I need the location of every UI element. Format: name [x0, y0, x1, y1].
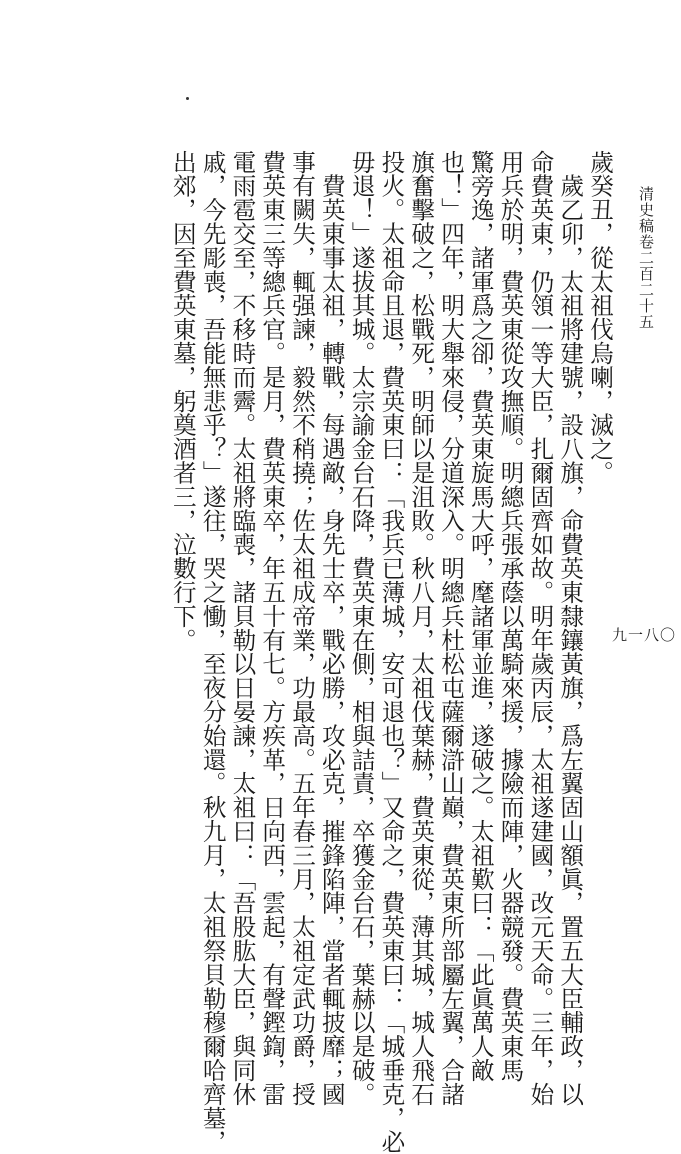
text-column: 也！」四年，明大舉來侵，分道深入。明總兵杜松屯薩爾滸山巔，費英東所部屬左翼，合諸 [437, 150, 466, 1106]
text-column: 驚旁逸，諸軍爲之卻，費英東旋馬大呼，麾諸軍並進，遂破之。太祖歎曰：「此眞萬人敵 [466, 150, 495, 1083]
text-column: 戚，今先彫喪，吾能無悲乎？」遂往，哭之慟，至夜分始還。秋九月，太祖祭貝勒穆爾哈齊墓， [198, 150, 227, 1154]
text-column: 投火。太祖命且退，費英東曰：「我兵已薄城，安可退也？」又命之，費英東曰：「城垂克，必 [377, 150, 406, 1154]
text-column: 歲乙卯，太祖將建號，設八旗，命費英東隸鑲黃旗，爲左翼固山額眞，置五大臣輔政，以 [556, 150, 585, 1106]
text-column: 旗奮擊破之，松戰死，明師以是沮敗。秋八月，太祖伐葉赫，費英東從，薄其城，城人飛石 [407, 150, 436, 1106]
text-column: 用兵於明，費英東從攻撫順。明總兵張承蔭以萬騎來援，據險而陣，火器競發。費英東馬 [496, 150, 525, 1083]
main-text [92, 150, 614, 1154]
text-column: 出郊，因至費英東墓，躬奠酒者三，泣數行下。 [168, 150, 197, 652]
text-column: 事有闕失，輒强諫，毅然不稍撓；佐太祖成帝業，功最高。五年春三月，太祖定武功爵，授 [288, 150, 317, 1106]
text-column: 命費英東，仍領一等大臣，扎爾固齊如故。明年歲丙辰，太祖遂建國，改元天命。三年，始 [526, 150, 555, 1106]
text-column: 費英東三等總兵官。是月，費英東卒，年五十有七。方疾革，日向西，雲起，有聲鏗鍧，雷 [258, 150, 287, 1106]
text-column: 電雨雹交至，不移時而霽。太祖將臨喪，諸貝勒以日晏諫，太祖曰：「吾股肱大臣，與同休 [228, 150, 257, 1106]
text-column: 費英東事太祖，轉戰，每遇敵，身先士卒，戰必勝，攻必克，摧鋒陷陣，當者輒披靡；國 [317, 150, 346, 1106]
ink-dot [186, 97, 189, 100]
text-column: 歲癸丑，從太祖伐烏喇，滅之。 [586, 150, 614, 485]
text-column: 毋退！」遂拔其城。太宗諭金台石降，費英東在側，相與詰責，卒獲金台石，葉赫以是破。 [347, 150, 376, 1106]
book-title: 清史稿卷二百二十五 [637, 186, 655, 330]
page-number: 九一八〇 [612, 626, 677, 644]
